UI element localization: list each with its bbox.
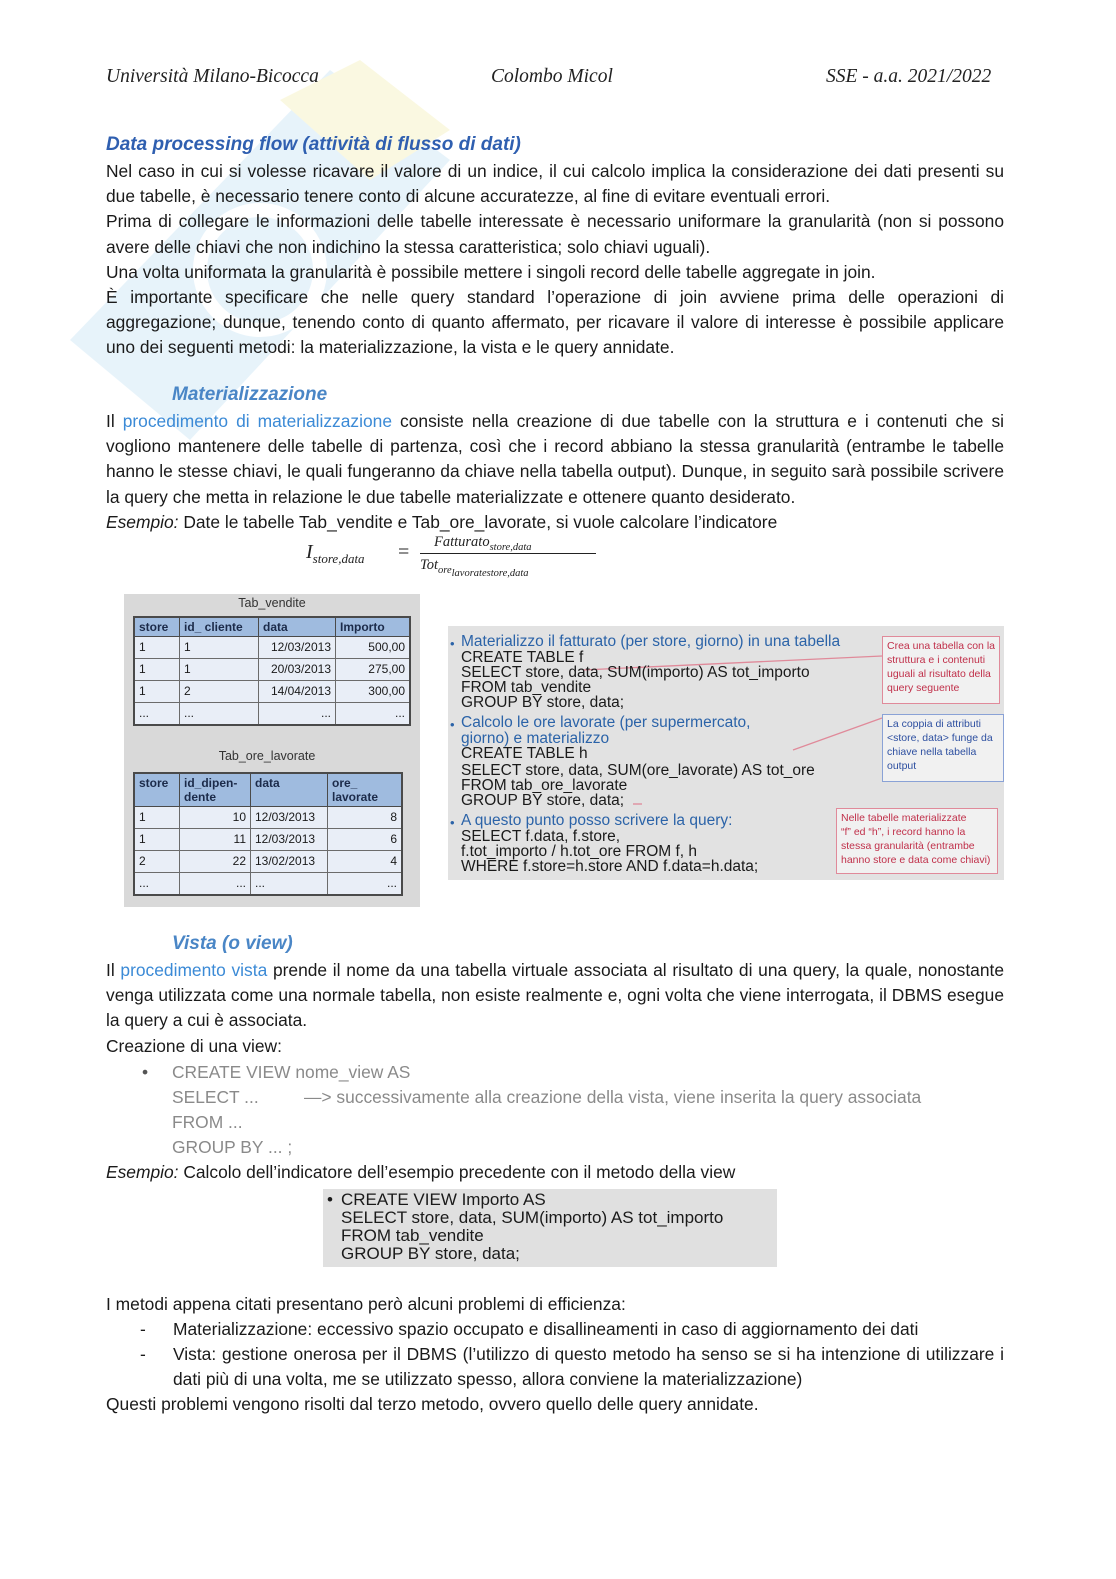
list-item: Vista: gestione onerosa per il DBMS (l’utilizzo di questo metodo ha senso se si ha intenzione di utilizzare i dati più di una volta, me se utilizzato spesso, allora conviene la materializzazione) [173, 1344, 1004, 1390]
formula-equals: = [398, 541, 410, 563]
table-cell: 13/02/2013 [251, 851, 328, 873]
closing-intro [106, 1292, 1004, 1317]
note-line: “f” ed “h”, i record hanno la [841, 826, 966, 838]
note-line: La coppia di attributi [887, 718, 981, 730]
table-cell: 500,00 [336, 637, 411, 659]
code-line: GROUP BY store, data; [341, 1244, 520, 1263]
table-cell: ... [251, 873, 328, 896]
text: prende il nome da una tabella virtuale associata al risultato di una query, la quale, nonostante venga utilizzata come una normale tabella, non esiste realmente e, ogni volta che viene interrogata, il DBMS esegue la query a cui è associata. [106, 960, 1005, 1031]
column-header: data [259, 617, 336, 637]
indicator-formula [306, 536, 606, 584]
section2-body [106, 409, 1004, 535]
slide-bullet-1: Materializzo il fatturato (per store, giorno) in una tabella [461, 633, 841, 650]
paragraph [106, 409, 1004, 510]
note-line: uguali al risultato della [887, 668, 991, 680]
column-header: Importo [336, 617, 411, 637]
note-line: hanno store e data come chiavi) [841, 854, 991, 866]
code-line: f.tot_importo / h.tot_ore FROM f, h [461, 843, 698, 860]
code-line: SELECT ... [172, 1087, 259, 1107]
code-line: SELECT store, data, SUM(ore_lavorate) AS tot_ore [461, 762, 815, 779]
paragraph: Creazione di una view: [106, 1035, 282, 1056]
table-caption: Tab_ore_lavorate [218, 749, 316, 763]
table-cell: 6 [328, 829, 403, 851]
table-cell: 1 [134, 681, 180, 703]
term-vista: procedimento vista [120, 960, 268, 980]
callout-note-granularity [836, 808, 998, 874]
example-tables-image [124, 594, 420, 907]
table-header-row [134, 617, 410, 637]
text: Il [106, 960, 121, 980]
text: consiste nella creazione di due tabelle con la struttura e i contenuti che si vogliono mantenere delle tabelle di partenza, così che i record abbiano la stessa granularità (entrambe le tabelle hanno le stesse chiavi, le quali fungeranno da chiave nella tabella output). Dunque, in seguito sarà possibile scrivere la query che metta in relazione le due tabelle materializzate e ottenere quanto desiderato. [106, 411, 1005, 507]
code-line: SELECT store, data, SUM(importo) AS tot_importo [341, 1208, 724, 1227]
table-caption: Tab_vendite [238, 596, 306, 610]
dash-marker: - [140, 1319, 146, 1339]
formula-subscript: store,data [312, 551, 365, 566]
table-row [134, 807, 402, 829]
note-line: stessa granularità (entrambe [841, 840, 975, 852]
bullet-icon: • [327, 1190, 333, 1209]
paragraph: Una volta uniformata la granularità è possibile mettere i singoli record delle tabelle aggregate in join. [106, 261, 876, 282]
table-cell: 2 [180, 681, 259, 703]
list-item: Materializzazione: eccessivo spazio occupato e disallineamenti in caso di aggiornamento dei dati [173, 1319, 919, 1339]
table-row [134, 637, 410, 659]
code-line: FROM tab_ore_lavorate [461, 777, 628, 794]
example-label: Esempio: [106, 511, 179, 532]
table-row [134, 851, 402, 873]
table-row [134, 829, 402, 851]
example-text: Calcolo dell’indicatore dell’esempio precedente con il metodo della view [178, 1162, 736, 1182]
table-cell: 14/04/2013 [259, 681, 336, 703]
table-cell: 300,00 [336, 681, 411, 703]
example-label: Esempio: [106, 1162, 179, 1182]
code-line: CREATE TABLE h [461, 745, 588, 762]
code-line: FROM tab_vendite [461, 679, 592, 696]
formula-subscript-ore: ore [438, 564, 452, 576]
paragraph [106, 958, 1004, 1034]
example-text: Date le tabelle Tab_vendite e Tab_ore_lavorate, si vuole calcolare l’indicatore [178, 511, 778, 532]
callout-note-create-table [882, 636, 1000, 704]
table-cell: 1 [134, 829, 180, 851]
example-line [106, 1160, 1004, 1185]
paragraph: È importante specificare che nelle query standard l’operazione di join avviene prima delle operazioni di aggregazione; dunque, tenendo conto di quanto affermato, per ricavare il valore di interesse è possibile applicare uno dei seguenti metodi: la materializzazione, la vista e le query annidate. [106, 287, 1004, 358]
formula-subscript-lavorate: lavorate [451, 567, 487, 579]
paragraph: Prima di collegare le informazioni delle tabelle interessate è necessario uniformare la granularità (non si possono avere delle chiavi che non indichino la stessa caratteristica; solo chiavi uguali). [106, 211, 1004, 257]
column-header: data [251, 773, 328, 807]
table-cell: 11 [180, 829, 251, 851]
table-cell: ... [134, 703, 180, 726]
term-materializzazione: procedimento di materializzazione [122, 411, 393, 431]
table-cell: 275,00 [336, 659, 411, 681]
note-line: output [887, 760, 917, 772]
table-cell: 2 [134, 851, 180, 873]
note-line: struttura e i contenuti [887, 654, 986, 666]
table-cell: 22 [180, 851, 251, 873]
section-title-materializzazione: Materializzazione [172, 384, 328, 405]
table-cell: ... [180, 873, 251, 896]
table-cell: 4 [328, 851, 403, 873]
tab-ore-lavorate-table [133, 772, 403, 896]
table-cell: ... [134, 873, 180, 896]
section-title-data-processing: Data processing flow (attività di flusso di dati) [106, 134, 521, 155]
section3-body [106, 958, 1004, 1059]
table-cell: 1 [134, 659, 180, 681]
bullet-icon: • [142, 1062, 149, 1082]
table-cell: 12/03/2013 [259, 637, 336, 659]
closing-outro [106, 1392, 1004, 1417]
dash-marker: - [140, 1344, 146, 1364]
table-row [134, 873, 402, 896]
text: Il [106, 411, 123, 431]
section1-body [106, 159, 1004, 361]
formula-fraction-bar [420, 553, 596, 554]
header-author: Colombo Micol [491, 66, 613, 87]
column-header: id_ cliente [180, 617, 259, 637]
formula-subscript: store,data [489, 541, 532, 553]
code-line: GROUP BY ... ; [172, 1137, 293, 1157]
code-line: GROUP BY store, data; [461, 694, 625, 711]
formula-symbol: I [306, 541, 313, 563]
example-line [106, 510, 1004, 535]
table-cell: 1 [180, 659, 259, 681]
table-cell: ... [336, 703, 411, 726]
table-cell: 1 [134, 637, 180, 659]
bullet-icon: • [450, 717, 455, 732]
code-line: SELECT f.data, f.store, [461, 828, 621, 845]
tab-vendite-table [133, 616, 411, 726]
formula-subscript-store-data: store,data [486, 567, 529, 579]
column-header: store [134, 617, 180, 637]
code-line: CREATE VIEW nome_view AS [172, 1062, 411, 1082]
view-example-line [106, 1160, 1004, 1185]
table-cell: ... [180, 703, 259, 726]
note-line: chiave nella tabella [887, 746, 977, 758]
code-line: SELECT store, data, SUM(importo) AS tot_importo [461, 664, 810, 681]
table-row [134, 681, 410, 703]
formula-symbol: Fatturato [434, 534, 490, 550]
formula-lhs [306, 541, 365, 567]
table-row [134, 659, 410, 681]
table-cell: 1 [180, 637, 259, 659]
table-cell: 20/03/2013 [259, 659, 336, 681]
table-cell: 12/03/2013 [251, 829, 328, 851]
code-line: FROM tab_vendite [341, 1226, 484, 1245]
problems-list [106, 1317, 1004, 1393]
create-view-code-image [323, 1189, 777, 1267]
formula-numerator [434, 534, 532, 553]
header-course: SSE - a.a. 2021/2022 [826, 66, 992, 87]
bullet-icon: • [450, 636, 455, 651]
paragraph: I metodi appena citati presentano però alcuni problemi di efficienza: [106, 1294, 626, 1314]
bullet-icon: • [450, 815, 455, 830]
slide-bullet-2: Calcolo le ore lavorate (per supermercato, [461, 714, 751, 731]
table-cell: ... [259, 703, 336, 726]
table-cell: 8 [328, 807, 403, 829]
note-line: Nelle tabelle materializzate [841, 812, 967, 824]
formula-subscript [438, 564, 529, 579]
code-line: CREATE VIEW Importo AS [341, 1190, 546, 1209]
code-line: FROM ... [172, 1112, 243, 1132]
table-cell: 10 [180, 807, 251, 829]
table-cell: ... [328, 873, 403, 896]
materialization-slide-image [448, 626, 1004, 880]
table-row [134, 703, 410, 726]
paragraph: Nel caso in cui si volesse ricavare il valore di un indice, il cui calcolo implica la considerazione dei dati presenti su due tabelle, è necessario tenere conto di alcune accuratezze, al fine di evitare eventuali errori. [106, 161, 1004, 207]
callout-note-key [882, 714, 1004, 782]
table-header-row [134, 773, 402, 807]
paragraph: Questi problemi vengono risolti dal terzo metodo, ovvero quello delle query annidate. [106, 1394, 759, 1414]
table-cell: 12/03/2013 [251, 807, 328, 829]
code-line: WHERE f.store=h.store AND f.data=h.data; [461, 858, 759, 875]
note-line: query seguente [887, 682, 960, 694]
column-header: store [134, 773, 180, 807]
code-line: CREATE TABLE f [461, 649, 584, 666]
column-header: id_dipen-dente [180, 773, 251, 807]
code-line: GROUP BY store, data; [461, 792, 625, 809]
note-line: Crea una tabella con la [887, 640, 995, 652]
note-line: <store, data> funge da [887, 732, 993, 744]
formula-symbol: Tot [420, 557, 439, 573]
header-university: Università Milano-Bicocca [106, 66, 319, 87]
arrow-note: —> successivamente alla creazione della vista, viene inserita la query associata [304, 1087, 922, 1107]
slide-bullet-3: A questo punto posso scrivere la query: [461, 812, 733, 829]
section-title-vista: Vista (o view) [172, 933, 293, 954]
formula-denominator [420, 557, 529, 579]
slide-bullet-2-cont: giorno) e materializzo [461, 730, 610, 747]
column-header: ore_ lavorate [328, 773, 403, 807]
table-cell: 1 [134, 807, 180, 829]
